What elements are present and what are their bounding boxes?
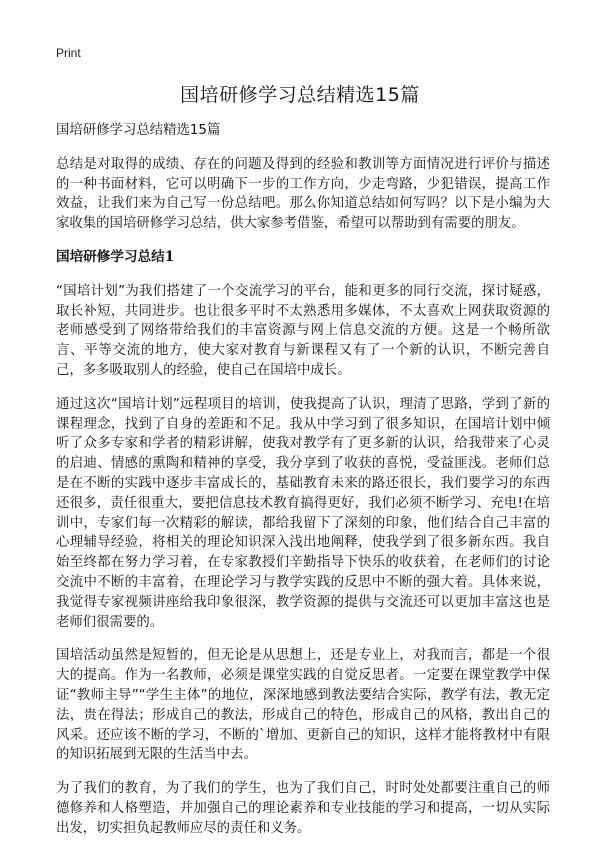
document-title: 国培研修学习总结精选15篇: [180, 84, 420, 106]
body-paragraph-1: “国培计划”为我们搭建了一个交流学习的平台，能和更多的同行交流，探讨疑惑，取长补短，共同进步。也让很多平时不太熟悉用多媒体，不太喜欢上网获取资源的老师感受到了网络带给我们的丰富资源与网上信息交流的方便。这是一个畅所欲言、平等交流的地方，使大家对教育与新课程又有了一个新的认识，不断完善自己，多多吸取别人的经验，使自己在国培中成长。: [56, 283, 550, 378]
body-paragraph-2: 通过这次“国培计划”远程项目的培训，使我提高了认识，理清了思路，学到了新的课程理念，找到了自身的差距和不足。我从中学习到了很多知识，在国培计划中倾听了众多专家和学者的精彩讲解，使我对教学有了更多新的认识，给我带来了心灵的启迪、情感的熏陶和精神的享受，我分享到了收获的喜悦，受益匪浅。老师们总是在不断的实践中逐步丰富成长的，基础教育未来的路还很长，我们要学习的东西还很多，责任很重大，要把信息技术教育搞得更好，我们必须不断学习、充电!在培训中，专家们每一次精彩的解读，都给我留下了深刻的印象，他们结合自己丰富的心理辅导经验，将相关的理论知识深入浅出地阐释，使我学到了很多新东西。我自始至终都在努力学习着，在专家教授们辛勤指导下快乐的收获着，在老师们的讨论交流中不断的丰富着，在理论学习与教学实践的反思中不断的强大着。具体来说，我觉得专家视频讲座给我印象很深，教学资源的提供与交流还可以更加丰富这也是老师们很需要的。: [56, 396, 550, 630]
body-paragraph-3: 国培活动虽然是短暂的，但无论是从思想上，还是专业上，对我而言，都是一个很大的提高。作为一名教师，必须是课堂实践的自觉反思者。一定要在课堂教学中保证“教师主导”“学生主体”的地位，深深地感到教法要结合实际，教学有法，教无定法，贵在得法；形成自己的教法，形成自己的特色，形成自己的风格，教出自己的风采。还应该不断的学习，不断的`增加、更新自己的知识，这样才能将教材中有限的知识拓展到无限的生活当中去。: [56, 648, 550, 763]
document-body: [56, 121, 550, 853]
section-heading: 国培研修学习总结1: [56, 248, 175, 265]
document-subtitle: 国培研修学习总结精选15篇: [56, 123, 221, 138]
body-paragraph-4: 为了我们的教育，为了我们的学生，也为了我们自己，时时处处都要注重自己的师德修养和人格塑造，并加强自己的理论素养和专业技能的学习和提高，一切从实际出发，切实担负起教师应尽的责任和义务。: [56, 781, 550, 836]
print-link[interactable]: Print: [56, 46, 81, 60]
intro-paragraph: 总结是对取得的成绩、存在的问题及得到的经验和教训等方面情况进行评价与描述的一种书面材料，它可以明确下一步的工作方向，少走弯路，少犯错误，提高工作效益，让我们来为自己写一份总结吧。那么你知道总结如何写吗？以下是小编为大家收集的国培研修学习总结，供大家参考借鉴，希望可以帮助到有需要的朋友。: [56, 156, 550, 232]
